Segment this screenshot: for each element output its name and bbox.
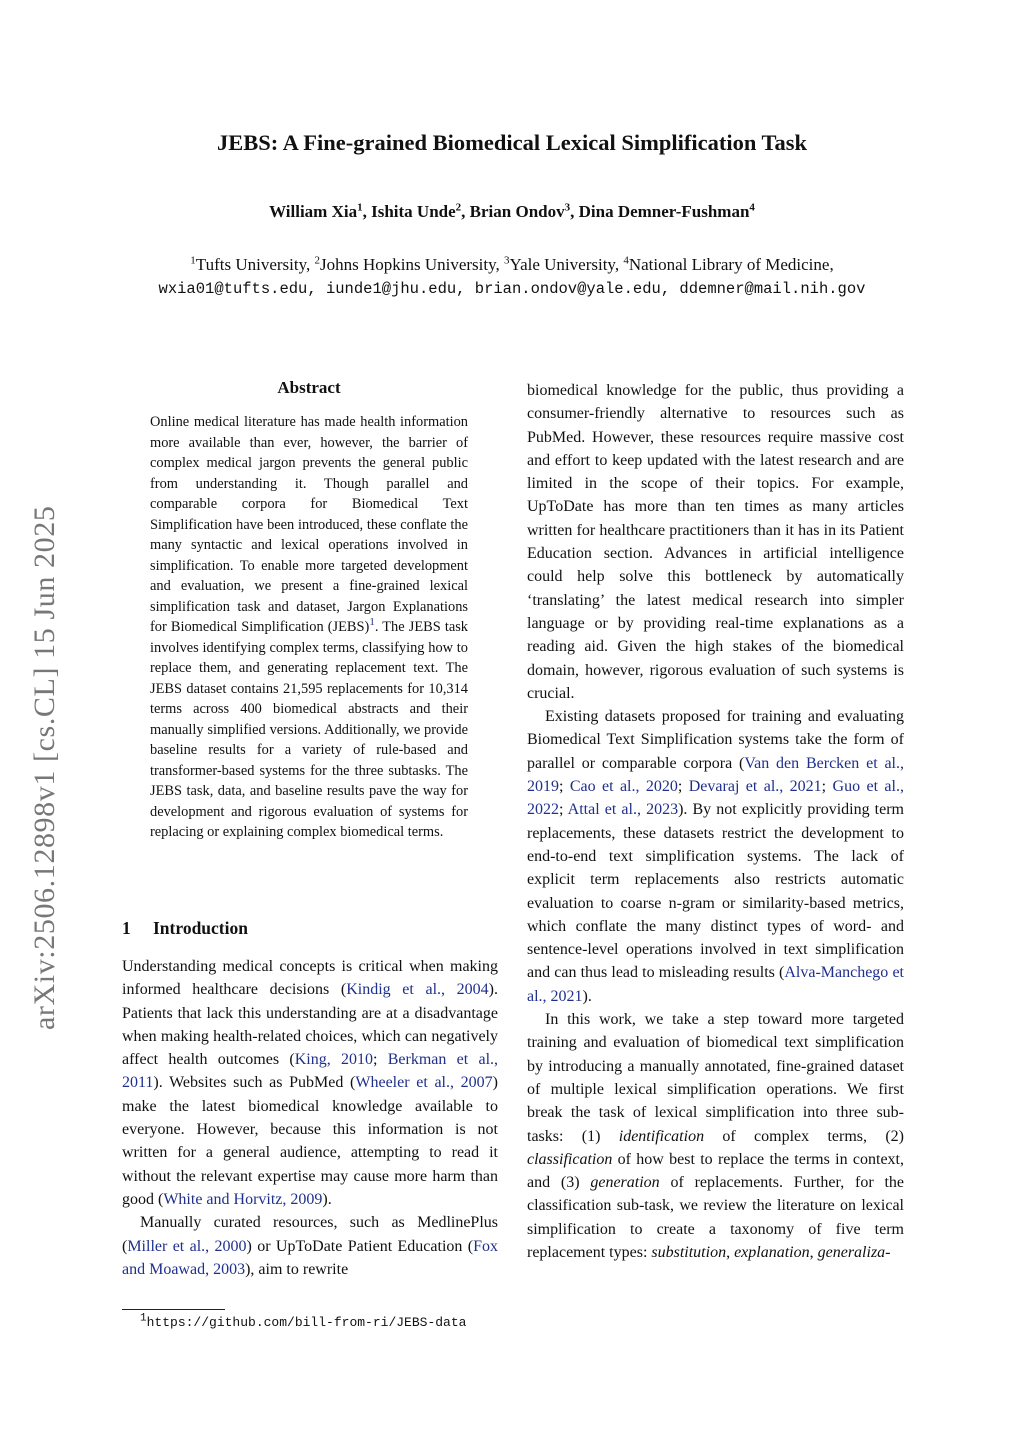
footnote (140, 1312, 467, 1330)
paragraph: Existing datasets proposed for training and evaluating Biomedical Text Simplification systems take the form of parallel or comparable corpora (Van den Bercken et al., 2019; Cao et al., 2020; Devaraj et al., 2021; Guo et al., 2022; Attal et al., 2023). By not explicitly providing term replacements, these datasets restrict the development to end-to-end text simplification systems. The lack of explicit term replacements also restricts automatic evaluation to coarse n-gram or similarity-based metrics, which conflate the many distinct types of word- and sentence-level operations involved in text simplification and can thus lead to misleading results (Alva-Manchego et al., 2021). (527, 708, 905, 1005)
author-name: Ishita Unde (371, 202, 456, 221)
paragraph-continued: ), aim to rewrite (245, 1260, 349, 1278)
author-affil-mark: 2 (455, 201, 462, 214)
abstract-text: Online medical literature has made health information more available than ever, however, the barrier of complex medical jargon prevents the general public from understanding it. Though parallel and comparable corpora for Biomedical Text Simplification have been introduced, these conflate the many syntactic and lexical operations involved in simplification. To enable more targeted development and evaluation, we present a fine-grained lexical simplification task and dataset, Jargon Explanations for Biomedical Simplification (JEBS) (150, 414, 468, 635)
affiliation-line: $^1$Tufts University, $^2$Johns Hopkins University, $^3$Yale University, $^4$National Library of Medicine, (190, 254, 834, 274)
emphasis: generaliza- (817, 1243, 891, 1261)
author-affil-mark: 3 (564, 201, 571, 214)
affil-mark: 2 (314, 254, 320, 267)
author-name: William Xia (269, 202, 358, 221)
affil-mark: 3 (504, 254, 510, 267)
author-affil-mark: 4 (749, 201, 755, 214)
author-name: Brian Ondov (469, 202, 565, 221)
citation-link[interactable]: Devaraj et al., 2021 (688, 778, 822, 796)
citation-link[interactable]: Alva-Manchego et al., 2021 (527, 964, 904, 1005)
paragraph: In this work, we take a step toward more targeted training and evaluation of biomedical text simplification by introducing a manually annotated, fine-grained dataset of multiple lexical simplification operations. We first break the task of lexical simplification into three sub-tasks: (1) identification of complex terms, (2) classification of how best to replace the terms in context, and (3) generation of replacements. Further, for the classification sub-task, we review the literature on lexical simplification to create a taxonomy of five term replacement types: substitution, explanation, generaliza- (527, 1011, 905, 1261)
paragraph-continued (527, 379, 904, 705)
author-emails: wxia01@tufts.edu, iunde1@jhu.edu, brian.ondov@yale.edu, ddemner@mail.nih.gov (158, 280, 866, 298)
citation-link[interactable]: Kindig et al., 2004 (346, 981, 489, 999)
citation-link[interactable]: Attal et al., 2023 (567, 801, 679, 819)
affiliation: Johns Hopkins University (320, 255, 496, 274)
citation-link[interactable]: Miller et al., 2000 (127, 1237, 247, 1255)
paragraph: Understanding medical concepts is critical when making informed healthcare decisions (Kindig et al., 2004). Patients that lack this understanding are at a disadvantage when making health-related choices, which can negatively affect health outcomes (King, 2010; Berkman et al., 2011). Websites such as PubMed (Wheeler et al., 2007) make the latest biomedical knowledge available to everyone. However, because this information is not written for a general audience, attempting to read it without the relevant expertise may cause more harm than good (White and Horvitz, 2009). (122, 958, 499, 1208)
abstract-body (150, 412, 468, 843)
abstract-text: . The JEBS task involves identifying complex terms, classifying how to replace them, and generating replacement text. The JEBS dataset contains 21,595 replacements for 10,314 terms across 400 biomedical abstracts and their manually simplified versions. Additionally, we provide baseline results for a variety of rule-based and transformer-based systems for the three subtasks. The JEBS task, data, and baseline results pave the way for development and rigorous evaluation of systems for replacing or explaining complex biomedical terms. (150, 619, 468, 840)
affil-mark: 1 (190, 254, 196, 267)
affiliation: National Library of Medicine (628, 255, 830, 274)
paragraph: Manually curated resources, such as MedlinePlus (Miller et al., 2000) or UpToDate Patient Education (Fox and Moawad, 2003), aim to rewrite (122, 1214, 498, 1278)
emphasis: substitution (651, 1243, 727, 1261)
citation-link[interactable]: Van den Bercken et al., 2019 (527, 754, 904, 796)
emphasis: identification (618, 1127, 705, 1145)
author-name: Dina Demner-Fushman (578, 202, 750, 221)
right-column-body (527, 379, 904, 1264)
section-heading (122, 918, 248, 939)
footnote-mark: 1 (140, 1312, 147, 1325)
footnote-link[interactable]: 1 (369, 616, 375, 629)
footnote-rule (122, 1309, 225, 1310)
author-list: William Xia$^1$, Ishita Unde$^2$, Brian Ondov$^3$, Dina Demner-Fushman$^4$ (269, 201, 755, 221)
citation-link[interactable]: White and Horvitz, 2009 (163, 1190, 323, 1208)
emphasis: explanation (734, 1243, 810, 1261)
emphasis: classification (527, 1150, 613, 1168)
citation-link[interactable]: King, 2010 (294, 1051, 373, 1069)
citation-link[interactable]: Cao et al., 2020 (569, 778, 678, 796)
paragraph-text: biomedical knowledge for the public, thus providing a consumer-friendly alternative to resources such as PubMed. However, these resources require massive cost and effort to keep updated with the latest research and are limited in the scope of their topics. For example, UpToDate has more than ten times as many articles written for healthcare practitioners than it has in its Patient Education section. Advances in artificial intelligence could help solve this bottleneck by automatically ‘translating’ the latest medical research into simpler language or by providing real-time explanations as a reading aid. Given the high stakes of the biomedical domain, however, rigorous evaluation of such systems is crucial. (527, 382, 904, 702)
abstract-heading: Abstract (277, 378, 341, 397)
emphasis: generation (590, 1174, 660, 1192)
affiliation: Tufts University (195, 255, 306, 274)
citation-link[interactable]: Fox and Moawad, 2003 (122, 1237, 498, 1278)
affiliation: Yale University (509, 255, 615, 274)
citation-link[interactable]: Berkman et al., 2011 (122, 1051, 499, 1092)
arxiv-stamp: arXiv:2506.12898v1 [cs.CL] 15 Jun 2025 (28, 505, 61, 1030)
citation-link[interactable]: Wheeler et al., 2007 (355, 1074, 493, 1092)
left-column-body (122, 955, 498, 1281)
author-affil-mark: 1 (357, 201, 363, 214)
affil-mark: 4 (623, 254, 629, 267)
affiliations (0, 252, 1024, 302)
citation-link[interactable]: Guo et al., 2022 (527, 778, 904, 819)
footnote-url[interactable]: https://github.com/bill-from-ri/JEBS-data (146, 1315, 467, 1330)
section-title: Introduction (153, 918, 248, 938)
paper-title: JEBS: A Fine-grained Biomedical Lexical Simplification Task (216, 130, 808, 155)
section-number: 1 (122, 918, 131, 938)
